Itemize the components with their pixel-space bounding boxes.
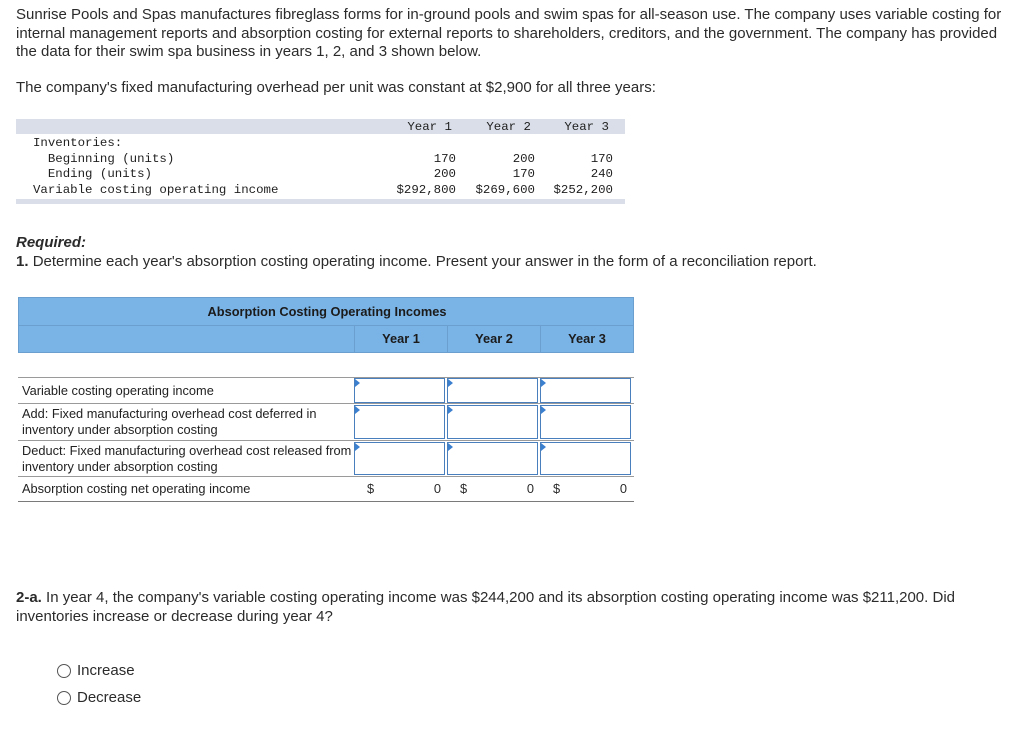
table-row-deferred	[18, 404, 634, 441]
currency-symbol: $	[553, 481, 561, 496]
task-1-text: Determine each year's absorption costing operating income. Present your answer in the form of a reconciliation report.	[32, 253, 817, 270]
radio-circle-icon[interactable]	[57, 691, 71, 705]
given-value: $292,800	[396, 182, 456, 197]
given-value: 200	[512, 151, 535, 166]
total-year-2: 0	[526, 481, 534, 496]
question-2a-number: 2-a.	[16, 589, 42, 606]
input-marker-icon	[355, 443, 360, 451]
given-value: 170	[433, 151, 456, 166]
input-marker-icon	[541, 443, 546, 451]
problem-intro: Sunrise Pools and Spas manufactures fibreglass forms for in-ground pools and swim spas for all-season use. The company uses variable costing for internal management reports and absorption costing for external reports to shareholders, creditors, and the government. The company has provided the data for their swim spa business in years 1, 2, and 3 shown below.	[16, 6, 1002, 60]
given-value: 170	[512, 167, 535, 182]
table-spacer-row	[18, 353, 634, 377]
input-marker-icon	[541, 406, 546, 414]
input-year-3-released[interactable]	[540, 442, 631, 475]
input-year-2-released[interactable]	[447, 442, 538, 475]
given-row-beginning	[16, 151, 625, 167]
table-row-absorption-total	[18, 477, 634, 502]
given-value: 170	[590, 151, 613, 166]
currency-symbol: $	[367, 481, 375, 496]
given-value: $252,200	[553, 182, 613, 197]
given-header-year-2: Year 2	[486, 120, 531, 134]
given-row-label: Ending (units)	[33, 167, 152, 182]
task-1-number: 1.	[16, 253, 29, 270]
total-year-1: 0	[433, 481, 441, 496]
input-marker-icon	[355, 379, 360, 387]
question-2a-text: In year 4, the company's variable costing operating income was $244,200 and its absorption costing operating income was $211,200. Did inventories increase or decrease during year 4?	[16, 589, 955, 625]
table-year-row	[18, 326, 634, 353]
input-year-3-deferred[interactable]	[540, 405, 631, 439]
task-1	[16, 253, 817, 270]
input-year-1-released[interactable]	[354, 442, 445, 475]
input-marker-icon	[355, 406, 360, 414]
given-value: 240	[590, 167, 613, 182]
radio-circle-icon[interactable]	[57, 664, 71, 678]
input-year-3-variable-income[interactable]	[540, 378, 631, 403]
input-marker-icon	[448, 379, 453, 387]
total-year-3: 0	[619, 481, 627, 496]
currency-symbol: $	[460, 481, 468, 496]
given-value: $269,600	[475, 182, 535, 197]
row-label: Deduct: Fixed manufacturing overhead cost released from inventory under absorption costing	[22, 443, 352, 474]
input-year-2-deferred[interactable]	[447, 405, 538, 439]
given-section-row	[16, 135, 625, 151]
input-marker-icon	[541, 379, 546, 387]
question-2a	[16, 588, 1006, 626]
table-row-variable-income	[18, 377, 634, 404]
row-label: Absorption costing net operating income	[22, 481, 251, 496]
radio-option-decrease[interactable]	[57, 689, 141, 706]
given-header-row	[16, 119, 625, 134]
radio-label: Increase	[77, 662, 135, 679]
given-row-label: Variable costing operating income	[33, 182, 279, 197]
row-label: Variable costing operating income	[22, 383, 214, 398]
input-marker-icon	[448, 406, 453, 414]
column-header-year-2: Year 2	[475, 331, 513, 346]
input-marker-icon	[448, 443, 453, 451]
given-header-year-1: Year 1	[407, 120, 452, 134]
table-title: Absorption Costing Operating Incomes	[207, 304, 447, 319]
radio-label: Decrease	[77, 689, 142, 706]
given-row-variable-income	[16, 182, 625, 198]
column-header-year-1: Year 1	[382, 331, 420, 346]
given-data-table	[16, 119, 625, 204]
fixed-overhead-statement: The company's fixed manufacturing overhead per unit was constant at $2,900 for all three years:	[16, 79, 656, 96]
input-year-2-variable-income[interactable]	[447, 378, 538, 403]
given-row-ending	[16, 166, 625, 182]
absorption-reconciliation-table	[18, 297, 634, 502]
given-header-year-3: Year 3	[564, 120, 609, 134]
given-row-label: Beginning (units)	[33, 151, 175, 166]
table-title-row	[18, 297, 634, 326]
column-header-year-3: Year 3	[568, 331, 606, 346]
input-year-1-deferred[interactable]	[354, 405, 445, 439]
radio-option-increase[interactable]	[57, 662, 135, 679]
table-row-released	[18, 441, 634, 477]
required-heading: Required:	[16, 234, 87, 251]
input-year-1-variable-income[interactable]	[354, 378, 445, 403]
given-value: 200	[433, 167, 456, 182]
row-label: Add: Fixed manufacturing overhead cost deferred in inventory under absorption costing	[22, 406, 317, 437]
given-section-label: Inventories:	[33, 136, 123, 150]
given-bottom-bar	[16, 199, 625, 204]
